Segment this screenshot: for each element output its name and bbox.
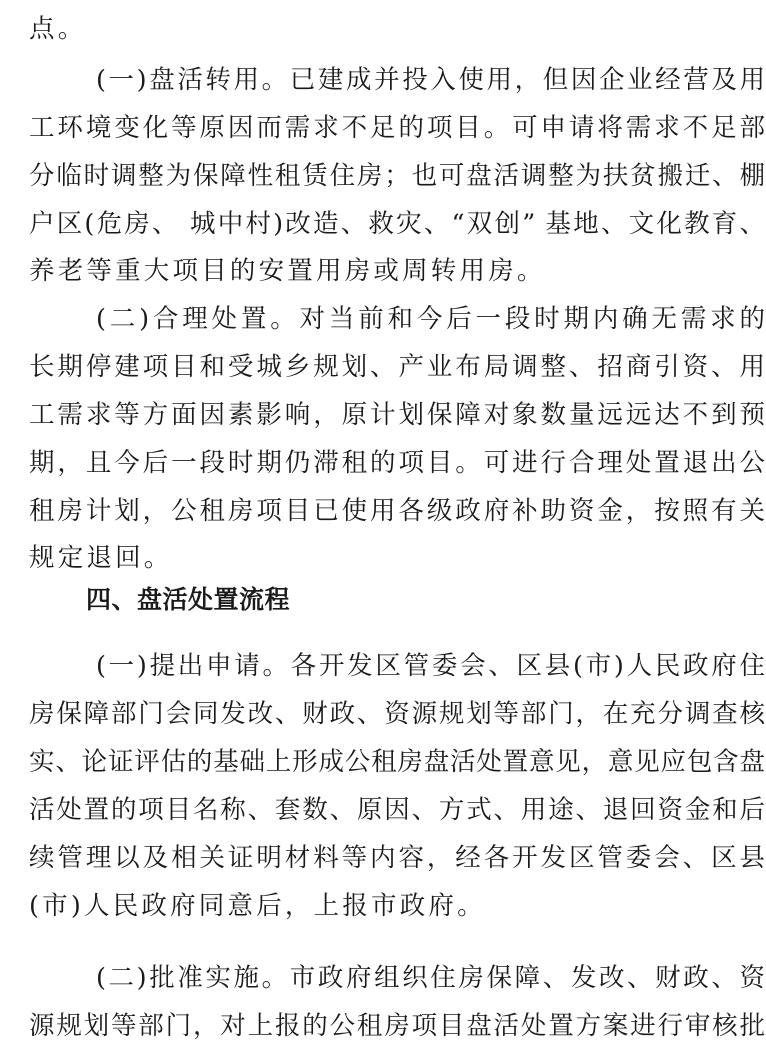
paragraph-line: (市)人民政府同意后，上报市政府。 xyxy=(29,891,486,921)
paragraph-line: (二)批准实施。市政府组织住房保障、发改、财政、资 xyxy=(96,963,765,993)
paragraph-line: 实、论证评估的基础上形成公租房盘活处置意见，意见应包含盘 xyxy=(29,747,765,777)
paragraph-line: 长期停建项目和受城乡规划、产业布局调整、招商引资、用 xyxy=(29,352,765,382)
paragraph-line: (一)盘活转用。已建成并投入使用，但因企业经营及用 xyxy=(96,65,765,95)
paragraph-line: 房保障部门会同发改、财政、资源规划等部门，在充分调查核 xyxy=(29,699,765,729)
paragraph-line: (一)提出申请。各开发区管委会、区县(市)人民政府住 xyxy=(96,651,765,681)
paragraph-line: (二)合理处置。对当前和今后一段时期内确无需求的 xyxy=(96,304,765,334)
section-heading: 四、盘活处置流程 xyxy=(86,585,291,614)
paragraph-line: 户区(危房、 城中村)改造、救灾、“双创” 基地、文化教育、 xyxy=(29,209,765,239)
paragraph-line: 源规划等部门，对上报的公租房项目盘活处置方案进行审核批 xyxy=(29,1011,765,1041)
paragraph-line: 分临时调整为保障性租赁住房；也可盘活调整为扶贫搬迁、棚 xyxy=(29,161,765,191)
paragraph-line: 租房计划，公租房项目已使用各级政府补助资金，按照有关 xyxy=(29,496,765,526)
paragraph-line: 续管理以及相关证明材料等内容，经各开发区管委会、区县 xyxy=(29,843,765,873)
paragraph-line: 养老等重大项目的安置用房或周转用房。 xyxy=(29,256,546,286)
paragraph-line: 活处置的项目名称、套数、原因、方式、用途、退回资金和后 xyxy=(29,795,765,825)
paragraph-line: 工需求等方面因素影响，原计划保障对象数量远远达不到预 xyxy=(29,400,765,430)
paragraph-line: 规定退回。 xyxy=(29,543,173,573)
paragraph-line: 工环境变化等原因而需求不足的项目。可申请将需求不足部 xyxy=(29,113,765,143)
paragraph-line: 期，且今后一段时期仍滞租的项目。可进行合理处置退出公 xyxy=(29,448,765,478)
paragraph-line: 点。 xyxy=(29,14,87,44)
